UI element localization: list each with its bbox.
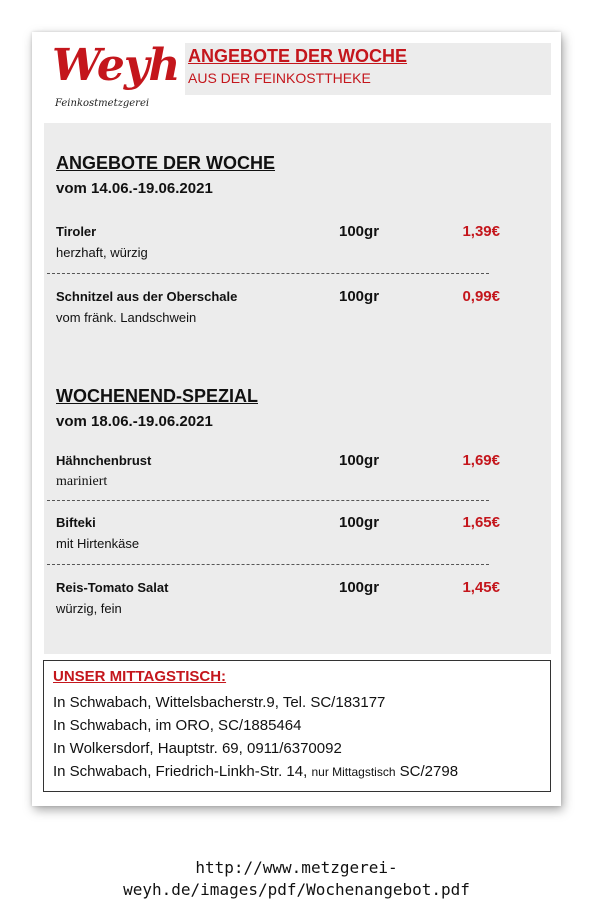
lunch-location-main: In Schwabach, Friedrich-Linkh-Str. 14, [53, 763, 308, 780]
offer-item-desc: würzig, fein [56, 601, 122, 616]
lunch-only-note: nur Mittagstisch [311, 765, 396, 779]
offer-item-desc: mit Hirtenkäse [56, 536, 140, 551]
header-title: ANGEBOTE DER WOCHE [188, 46, 408, 66]
offer-item-qty: 100gr [339, 452, 380, 469]
offer-item [56, 453, 506, 495]
section-date-weekly-offers: vom 14.06.-19.06.2021 [56, 180, 213, 197]
source-url-line: http://www.metzgerei- [195, 858, 398, 877]
offer-item-name: Tiroler [56, 224, 97, 239]
offer-item-price: 0,99€ [462, 288, 500, 305]
offer-item-name: Hähnchenbrust [56, 453, 152, 468]
offers-panel [44, 123, 551, 654]
offer-item [56, 580, 506, 622]
offer-item-price: 1,65€ [462, 514, 500, 531]
logo-tagline: Feinkostmetzgerei [55, 98, 150, 109]
offer-item-price: 1,39€ [462, 223, 500, 240]
header-subtitle: AUS DER FEINKOSTTHEKE [188, 70, 371, 86]
source-url-line: weyh.de/images/pdf/Wochenangebot.pdf [123, 880, 470, 899]
offer-item-price: 1,69€ [462, 452, 500, 469]
offer-item-desc: mariniert [56, 474, 108, 489]
section-title-weekend-special: WOCHENEND-SPEZIAL [56, 386, 258, 406]
offer-item-name: Schnitzel aus der Oberschale [56, 289, 238, 304]
offer-item-qty: 100gr [339, 514, 380, 531]
offer-item-qty: 100gr [339, 223, 380, 240]
lunch-location-tel: SC/2798 [399, 763, 459, 780]
weyh-logo [52, 40, 180, 112]
offer-item [56, 224, 506, 266]
lunch-location-line: In Wolkersdorf, Hauptstr. 69, 0911/6370092 [53, 740, 342, 757]
dashed-divider [47, 500, 489, 501]
logo-wordmark: Weyh [52, 40, 180, 91]
flyer-page [32, 32, 561, 806]
offer-item [56, 515, 506, 557]
offer-item-qty: 100gr [339, 579, 380, 596]
section-date-weekend-special: vom 18.06.-19.06.2021 [56, 413, 213, 430]
section-title-weekly-offers: ANGEBOTE DER WOCHE [56, 153, 276, 173]
offer-item-qty: 100gr [339, 288, 380, 305]
lunch-locations-box [43, 660, 551, 792]
offer-item-desc: herzhaft, würzig [56, 245, 148, 260]
header-box [185, 43, 551, 95]
lunch-location-line: In Schwabach, Wittelsbacherstr.9, Tel. SC/183177 [53, 694, 386, 711]
dashed-divider [47, 564, 489, 565]
dashed-divider [47, 273, 489, 274]
lunch-location-line [53, 763, 458, 780]
offer-item-price: 1,45€ [462, 579, 500, 596]
source-url [0, 857, 593, 901]
offer-item [56, 289, 506, 331]
offer-item-name: Bifteki [56, 515, 96, 530]
lunch-location-line: In Schwabach, im ORO, SC/1885464 [53, 717, 302, 734]
offer-item-desc: vom fränk. Landschwein [56, 310, 197, 325]
offer-item-name: Reis-Tomato Salat [56, 580, 169, 595]
lunch-title: UNSER MITTAGSTISCH: [53, 668, 227, 685]
